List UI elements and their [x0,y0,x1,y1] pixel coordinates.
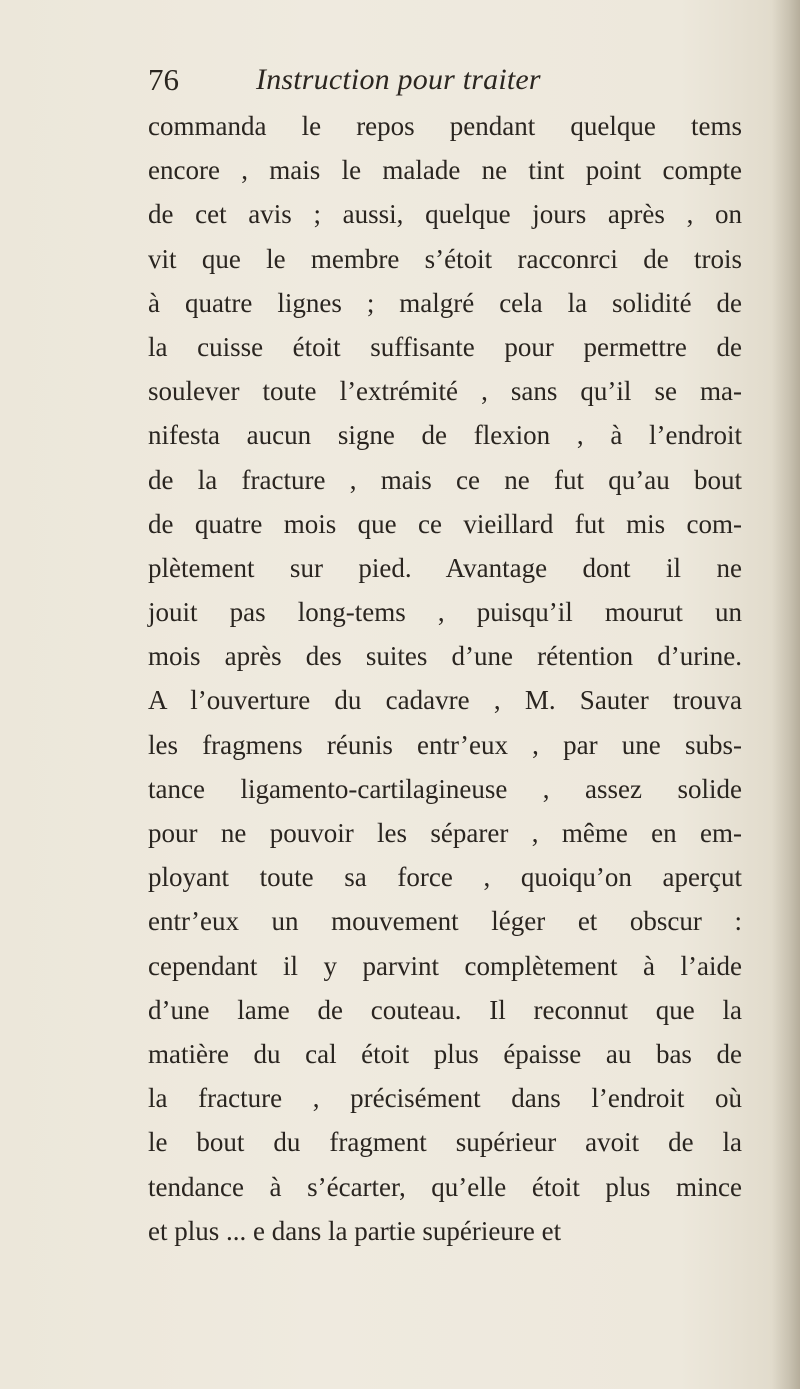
text-line: matière du cal étoit plus épaisse au bas de [148,1038,742,1069]
text-line: jouit pas long-tems , puisqu’il mourut un [148,597,742,628]
text-line: de quatre mois que ce vieillard fut mis com- [148,508,742,539]
text-line: encore , mais le malade ne tint point compte [148,155,742,186]
text-line: cependant il y parvint complètement à l’aide [148,950,742,981]
text-line: les fragmens réunis entr’eux , par une subs- [148,729,742,760]
text-line: vit que le membre s’étoit racconrci de trois [148,243,742,274]
text-line: la cuisse étoit suffisante pour permettre de [148,331,742,362]
text-line: soulever toute l’extrémité , sans qu’il se ma- [148,376,742,407]
text-line: commanda le repos pendant quelque tems [148,111,742,141]
text-line: mois après des suites d’une rétention d’urine. [148,641,742,672]
page-header [148,60,738,104]
text-line: de la fracture , mais ce ne fut qu’au bout [148,464,742,495]
text-line: tendance à s’écarter, qu’elle étoit plus mince [148,1171,742,1202]
text-line: d’une lame de couteau. Il reconnut que la [148,994,742,1025]
text-line: entr’eux un mouvement léger et obscur : [148,906,742,937]
text-line: A l’ouverture du cadavre , M. Sauter trouva [148,685,742,716]
text-line: la fracture , précisément dans l’endroit où [148,1083,742,1114]
body-text [148,104,742,1253]
page-gutter-shadow [772,0,800,1389]
text-line: le bout du fragment supérieur avoit de la [148,1127,742,1158]
running-title: Instruction pour traiter [256,63,541,96]
text-line: à quatre lignes ; malgré cela la solidité de [148,287,742,318]
text-line: et plus ... e dans la partie supérieure et [148,1215,562,1246]
text-line: nifesta aucun signe de flexion , à l’endroit [148,420,742,451]
text-line: ployant toute sa force , quoiqu’on aperçut [148,862,742,893]
text-line: pour ne pouvoir les séparer , même en em- [148,818,742,848]
text-line: de cet avis ; aussi, quelque jours après , on [148,199,742,230]
page-number: 76 [148,62,179,97]
text-line: plètement sur pied. Avantage dont il ne [148,552,742,583]
text-line: tance ligamento-cartilagineuse , assez solide [148,773,742,804]
